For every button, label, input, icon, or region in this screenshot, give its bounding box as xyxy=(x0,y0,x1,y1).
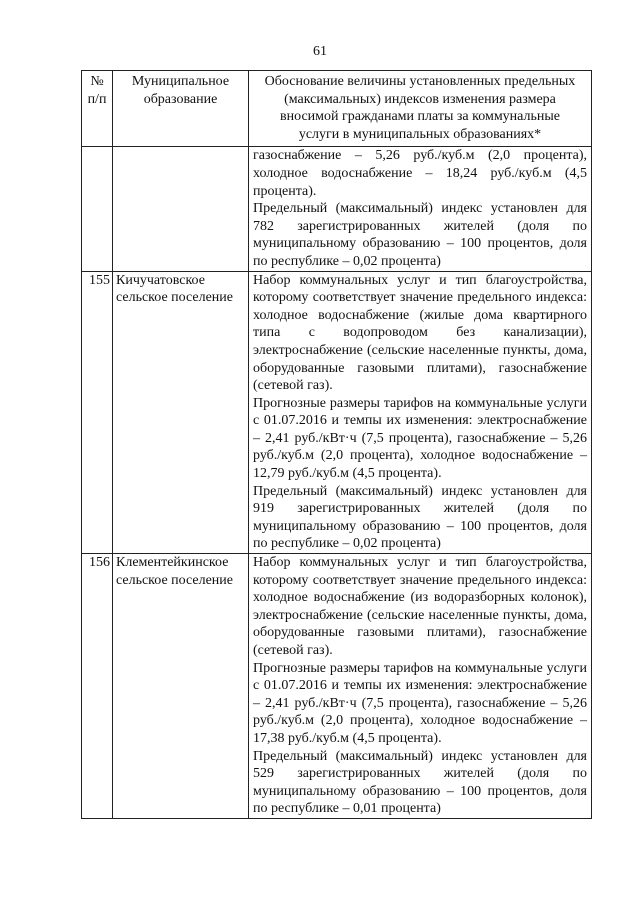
header-number-line: п/п xyxy=(87,91,107,107)
row-number: 155 xyxy=(82,271,113,554)
row-justification xyxy=(249,271,592,554)
row-municipality: Клементейкинское сельское поселение xyxy=(113,554,249,819)
table-row xyxy=(82,147,592,271)
table-row xyxy=(82,554,592,819)
justification-paragraph: Прогнозные размеры тарифов на коммунальные услуги с 01.07.2016 и темпы их изменения: электроснабжение – 2,41 руб./кВт·ч (7,5 процента), газоснабжение – 5,26 руб./куб.м (2,0 процента), холодное водоснабжение – 12,79 руб./куб.м (4,5 процента). xyxy=(253,395,587,482)
justification-paragraph: Предельный (максимальный) индекс установлен для 529 зарегистрированных жителей (доля по муниципальному образованию – 100 процентов, доля по республике – 0,01 процента) xyxy=(253,748,587,817)
header-justification xyxy=(249,71,592,147)
header-justification-line: вносимой гражданами платы за коммунальные xyxy=(280,109,560,125)
header-number-line: № xyxy=(90,74,104,89)
row-municipality: Кичучатовское сельское поселение xyxy=(113,271,249,554)
row-municipality xyxy=(113,147,249,271)
justification-paragraph: Прогнозные размеры тарифов на коммунальные услуги с 01.07.2016 и темпы их изменения: электроснабжение – 2,41 руб./кВт·ч (7,5 процента), газоснабжение – 5,26 руб./куб.м (2,0 процента), холодное водоснабжение – 17,38 руб./куб.м (4,5 процента). xyxy=(253,660,587,746)
table-row xyxy=(82,271,592,554)
header-municipality-line: образование xyxy=(143,91,218,107)
justification-paragraph: Набор коммунальных услуг и тип благоустройства, которому соответствует значение предельного индекса: холодное водоснабжение (из водоразборных колонок), электроснабжение (сельские населенные пункты, дома, оборудованные газовыми плитами), газоснабжение (сетевой газ). xyxy=(253,555,587,658)
justification-paragraph: Набор коммунальных услуг и тип благоустройства, которому соответствует значение предельного индекса: холодное водоснабжение (жилые дома квартирного типа с водопроводом без канализации), электроснабжение (сельские населенные пункты, дома, оборудованные газовыми плитами), газоснабжение (сетевой газ). xyxy=(253,272,587,394)
justification-paragraph: газоснабжение – 5,26 руб./куб.м (2,0 процента), холодное водоснабжение – 18,24 руб./куб.м (4,5 процента). xyxy=(253,148,587,199)
row-number: 156 xyxy=(82,554,113,819)
justification-paragraph: Предельный (максимальный) индекс установлен для 919 зарегистрированных жителей (доля по муниципальному образованию – 100 процентов, доля по республике – 0,02 процента) xyxy=(253,483,587,552)
header-municipality-line: Муниципальное xyxy=(131,74,230,89)
tariff-index-table xyxy=(81,70,592,819)
header-municipality xyxy=(113,71,249,147)
header-number xyxy=(82,71,113,147)
header-justification-line: услуги в муниципальных образованиях* xyxy=(298,126,542,142)
table-header-row xyxy=(82,71,592,147)
page-number: 61 xyxy=(313,44,327,59)
row-justification xyxy=(249,147,592,271)
row-number xyxy=(82,147,113,271)
row-justification xyxy=(249,554,592,819)
header-justification-line: (максимальных) индексов изменения размера xyxy=(284,91,556,107)
header-justification-line: Обоснование величины установленных предельных xyxy=(264,74,576,89)
justification-paragraph: Предельный (максимальный) индекс установлен для 782 зарегистрированных жителей (доля по муниципальному образованию – 100 процентов, доля по республике – 0,02 процента) xyxy=(253,201,587,269)
